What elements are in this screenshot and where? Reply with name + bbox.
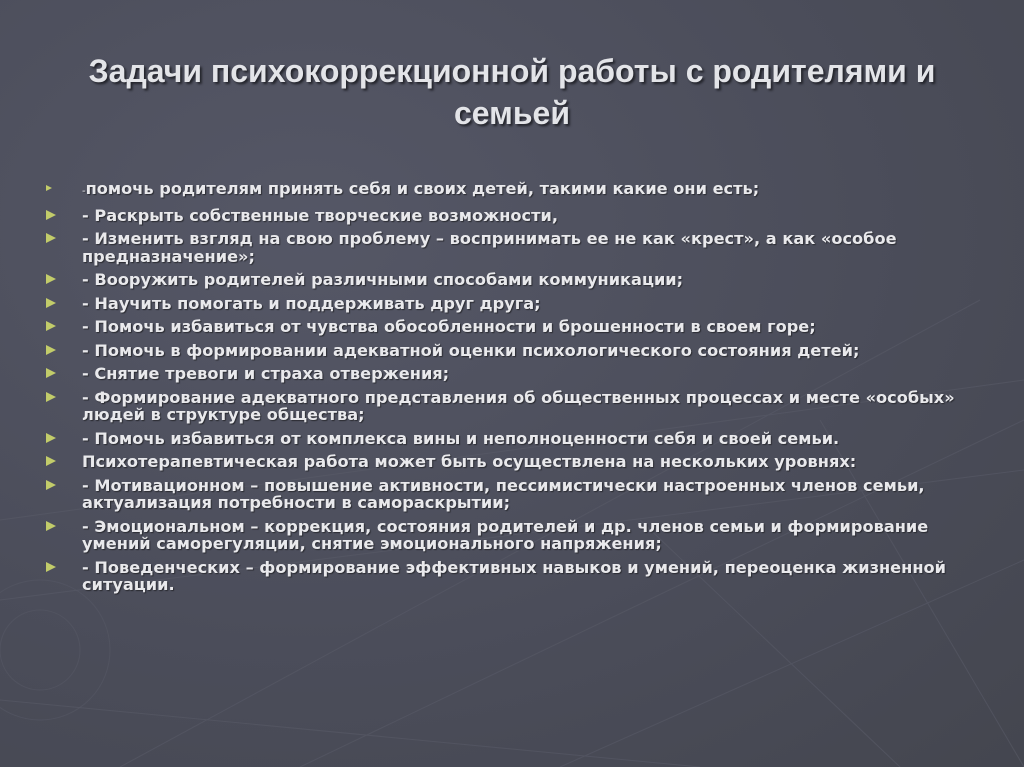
triangle-bullet-icon	[46, 233, 56, 243]
title-line-2: семьей	[454, 95, 570, 131]
list-item-text: - Снятие тревоги и страха отвержения;	[82, 364, 450, 383]
list-item-text: - Вооружить родителей различными способами коммуникации;	[82, 270, 684, 289]
list-item	[42, 559, 992, 594]
list-item-text	[82, 179, 759, 198]
list-item-text: - Формирование адекватного представления об общественных процессах и месте «особых» людей в структуре общества;	[82, 387, 955, 424]
list-item	[42, 389, 992, 424]
triangle-bullet-icon	[46, 456, 56, 466]
list-item-text: - Помочь избавиться от чувства обособленности и брошенности в своем горе;	[82, 317, 816, 336]
list-item	[42, 318, 992, 336]
list-item-text-main: помочь родителям принять себя и своих детей, такими какие они есть;	[85, 179, 760, 198]
triangle-bullet-icon	[46, 562, 56, 572]
list-item-text: Психотерапевтическая работа может быть осуществлена на нескольких уровнях:	[82, 452, 857, 471]
triangle-bullet-icon	[46, 480, 56, 490]
triangle-bullet-icon	[46, 345, 56, 355]
list-item	[42, 271, 992, 289]
list-item	[42, 230, 992, 265]
list-item-dash: -	[82, 186, 86, 197]
list-item-text: - Научить помогать и поддерживать друг друга;	[82, 293, 541, 313]
list-item	[42, 365, 992, 383]
list-item	[42, 295, 992, 313]
list-item-text: - Поведенческих – формирование эффективных навыков и умений, переоценка жизненной ситуации.	[82, 557, 946, 594]
title-line-1: Задачи психокоррекционной работы с родителями и	[88, 53, 936, 89]
triangle-bullet-icon	[46, 433, 56, 443]
triangle-bullet-icon	[46, 321, 56, 331]
list-item	[42, 518, 992, 553]
triangle-bullet-icon	[46, 185, 52, 191]
list-item	[42, 477, 992, 512]
triangle-bullet-icon	[46, 392, 56, 402]
list-item	[42, 207, 992, 225]
triangle-bullet-icon	[46, 368, 56, 378]
triangle-bullet-icon	[46, 298, 56, 308]
triangle-bullet-icon	[46, 274, 56, 284]
triangle-bullet-icon	[46, 521, 56, 531]
triangle-bullet-icon	[46, 210, 56, 220]
list-item	[42, 180, 992, 201]
list-item-text: - Помочь избавиться от комплекса вины и неполноценности себя и своей семьи.	[82, 428, 840, 448]
list-item-text: - Помочь в формировании адекватной оценки психологического состояния детей;	[82, 340, 860, 360]
list-item	[42, 453, 992, 471]
list-item-text: - Изменить взгляд на свою проблему – воспринимать ее не как «крест», а как «особое предназначение»;	[82, 229, 897, 266]
slide-title	[40, 50, 984, 134]
list-item-text: - Раскрыть собственные творческие возможности,	[82, 205, 559, 225]
list-item-text: - Мотивационном – повышение активности, пессимистически настроенных членов семьи, актуализация потребности в самораскрытии;	[82, 475, 925, 512]
list-item	[42, 342, 992, 360]
list-item	[42, 430, 992, 448]
task-list	[42, 180, 992, 600]
list-item-text: - Эмоциональном – коррекция, состояния родителей и др. членов семьи и формирование умений саморегуляции, снятие эмоционального напряжения;	[82, 516, 929, 553]
